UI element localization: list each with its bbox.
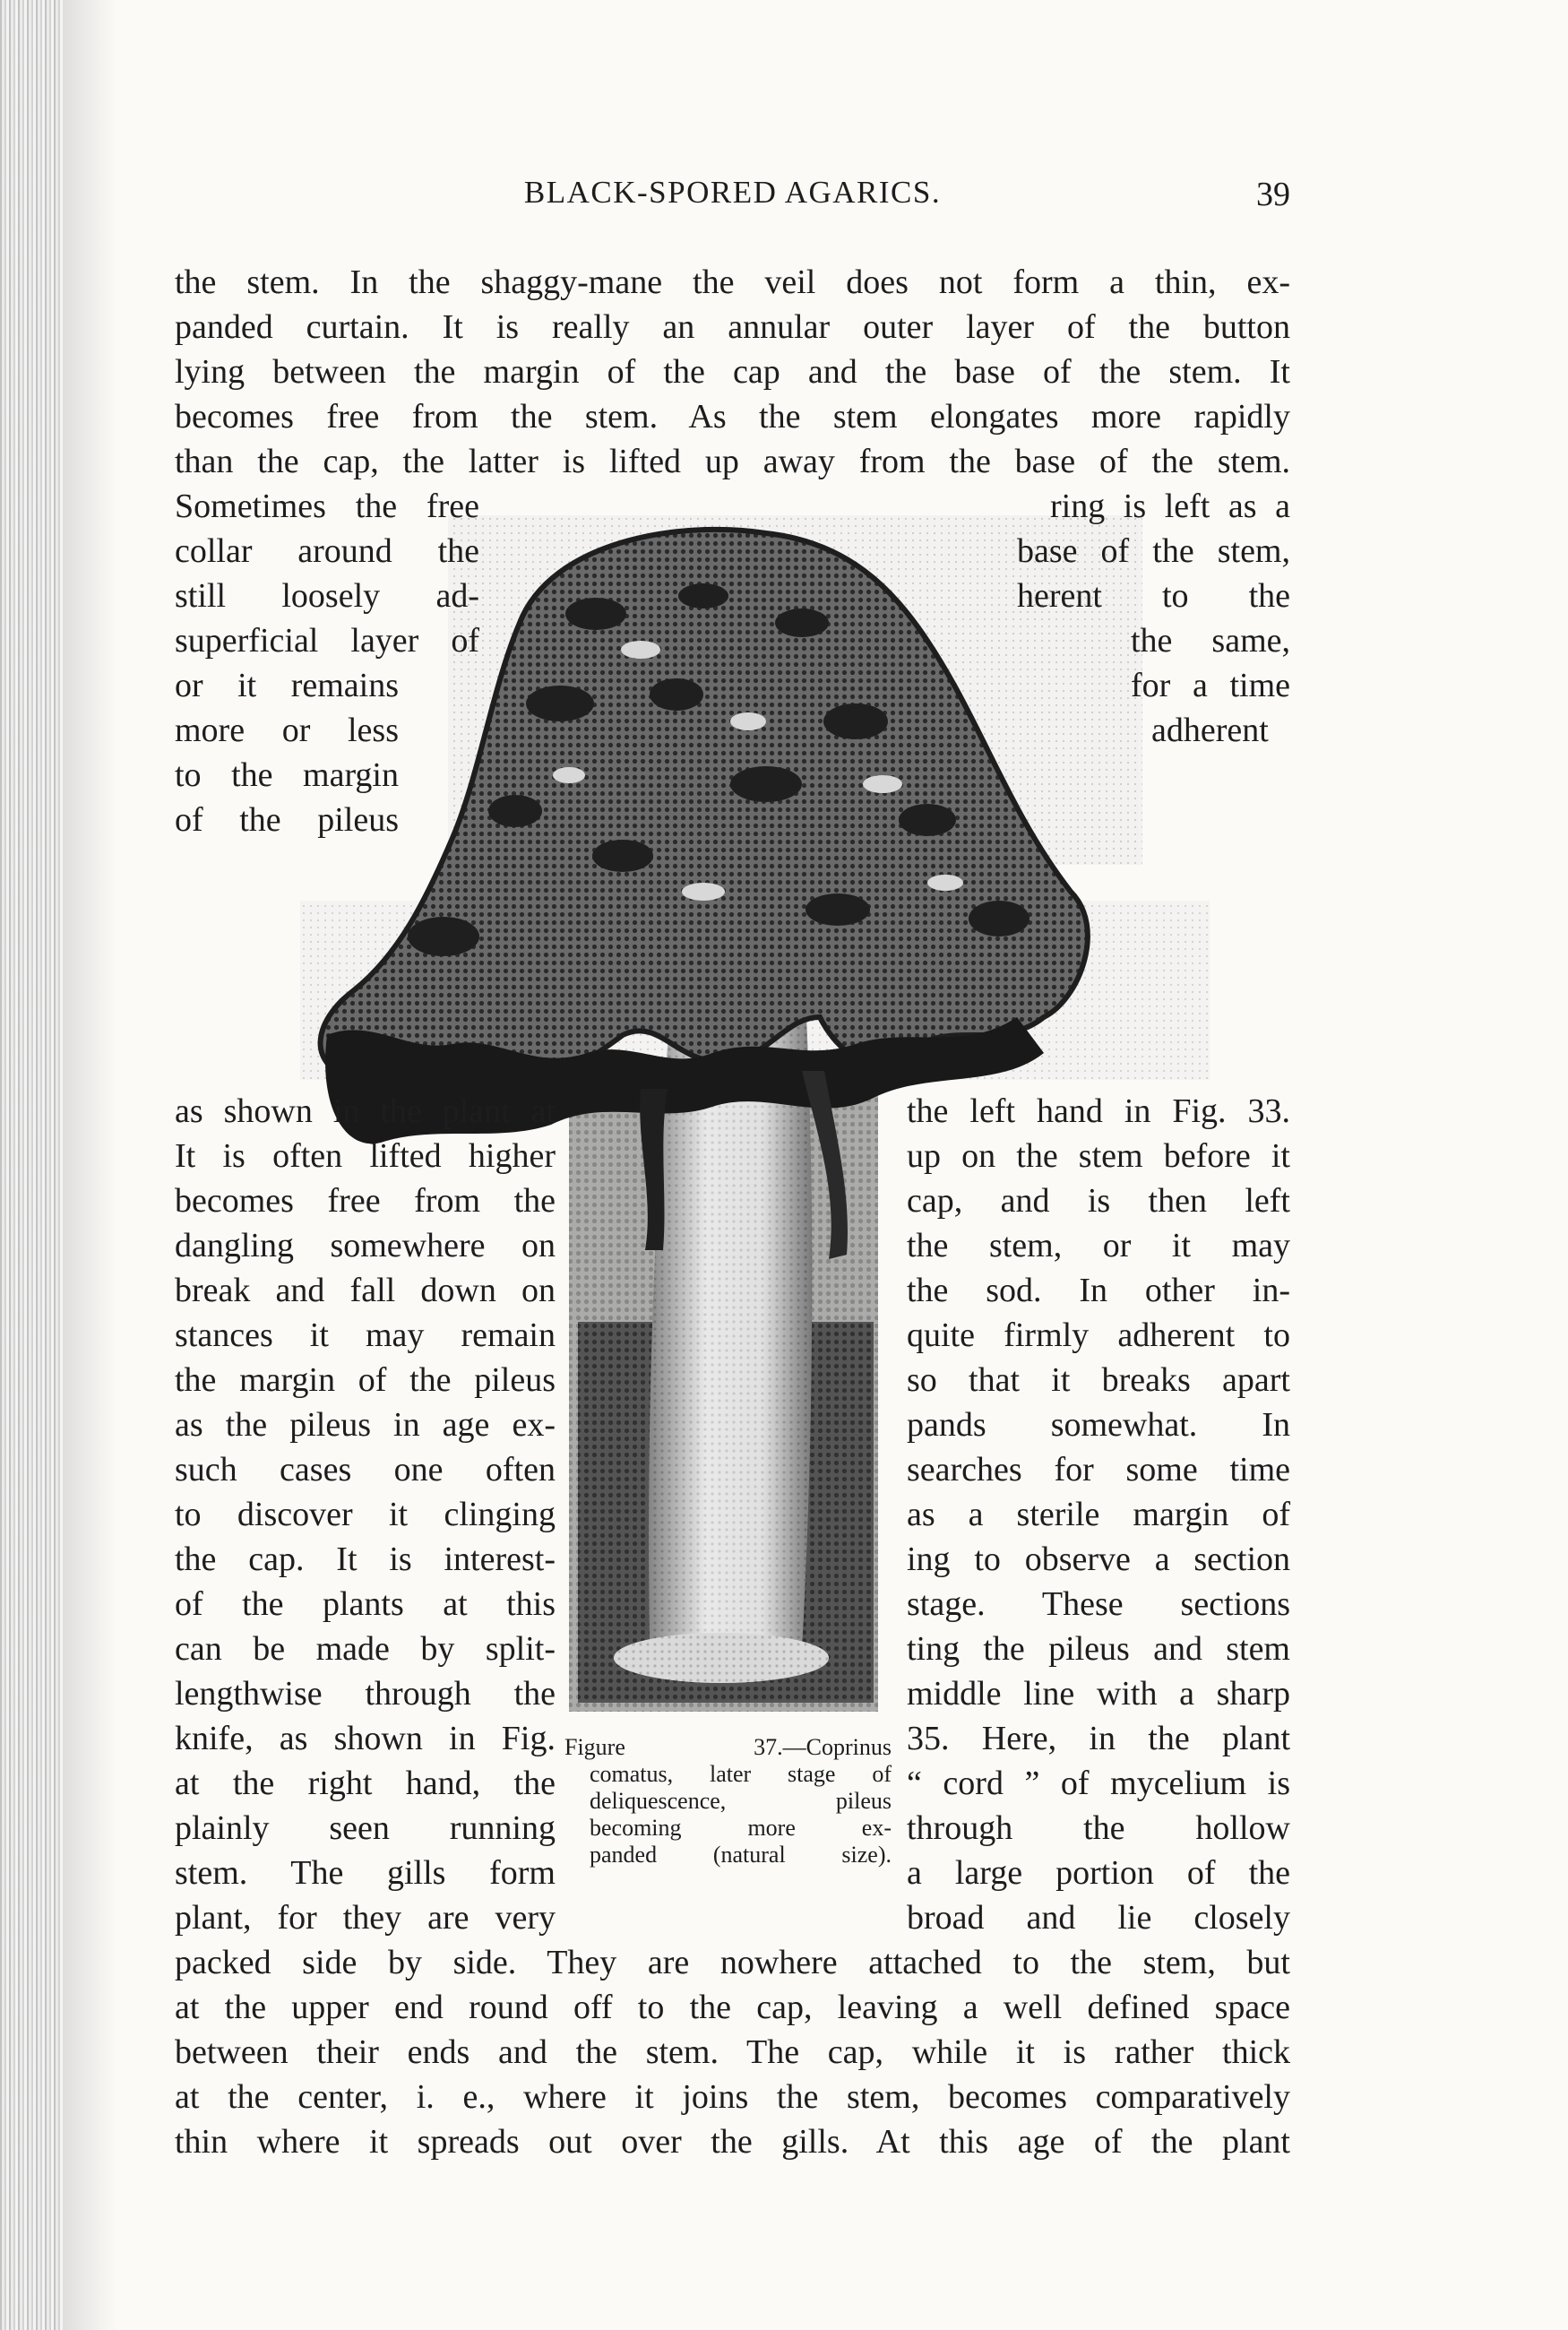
text-line: as a sterile margin of <box>907 1496 1290 1533</box>
text-line: superficial layer of <box>175 622 479 660</box>
figure-caption <box>564 1734 892 1868</box>
text-line: dangling somewhere on <box>175 1227 556 1264</box>
text-line: “ cord ” of mycelium is <box>907 1765 1290 1802</box>
text-line: the margin of the pileus <box>175 1361 556 1399</box>
text-line: broad and lie closely <box>907 1899 1290 1937</box>
text-line: quite firmly adherent to <box>907 1316 1290 1354</box>
text-line: stances it may remain <box>175 1316 556 1354</box>
text-line: becomes free from the stem. As the stem elongates more rapidly <box>175 398 1290 436</box>
text-line: break and fall down on <box>175 1272 556 1309</box>
text-line: at the right hand, the <box>175 1765 556 1802</box>
caption-line: deliquescence, pileus <box>590 1788 892 1814</box>
text-line: Sometimes the free <box>175 488 479 525</box>
text-line: collar around the <box>175 532 479 570</box>
caption-line: Figure 37.—Coprinus <box>564 1734 892 1760</box>
text-line: the stem. In the shaggy-mane the veil does not form a thin, ex- <box>175 263 1290 301</box>
text-line: plant, for they are very <box>175 1899 556 1937</box>
running-head <box>175 175 1290 220</box>
text-line: lengthwise through the <box>175 1675 556 1713</box>
text-line: middle line with a sharp <box>907 1675 1290 1713</box>
text-line: than the cap, the latter is lifted up away from the base of the stem. <box>175 443 1290 480</box>
text-line: It is often lifted higher <box>175 1137 556 1175</box>
text-line: such cases one often <box>175 1451 556 1489</box>
text-line: as the pileus in age ex- <box>175 1406 556 1444</box>
text-line: of the pileus <box>175 801 399 839</box>
text-line: stage. These sections <box>907 1585 1290 1623</box>
text-line: for a time <box>1131 667 1290 704</box>
caption-line: becoming more ex- <box>590 1815 892 1841</box>
text-line: base of the stem, <box>1017 532 1290 570</box>
text-line: ting the pileus and stem <box>907 1630 1290 1668</box>
text-line: the stem, or it may <box>907 1227 1290 1264</box>
text-line: between their ends and the stem. The cap, while it is rather thick <box>175 2033 1290 2071</box>
text-line: ing to observe a section <box>907 1540 1290 1578</box>
text-line: the same, <box>1131 622 1290 660</box>
text-line: of the plants at this <box>175 1585 556 1623</box>
text-line: at the upper end round off to the cap, leaving a well defined space <box>175 1989 1290 2026</box>
text-line: panded curtain. It is really an annular outer layer of the button <box>175 308 1290 346</box>
page-number: 39 <box>1256 176 1290 213</box>
text-line: as shown in the plant at <box>175 1092 556 1130</box>
text-line: to the margin <box>175 756 399 794</box>
text-line: up on the stem before it <box>907 1137 1290 1175</box>
text-line: packed side by side. They are nowhere attached to the stem, but <box>175 1944 1290 1981</box>
text-line: pands somewhat. In <box>907 1406 1290 1444</box>
text-line: thin where it spreads out over the gills. At this age of the plant <box>175 2123 1290 2161</box>
text-line: to discover it clinging <box>175 1496 556 1533</box>
text-line: cap, and is then left <box>907 1182 1290 1220</box>
text-line: a large portion of the <box>907 1854 1290 1892</box>
text-line: herent to the <box>1017 577 1290 615</box>
caption-line: panded (natural size). <box>590 1842 892 1868</box>
text-line: through the hollow <box>907 1809 1290 1847</box>
page-edge-shadow <box>0 0 63 2330</box>
text-line: the sod. In other in- <box>907 1272 1290 1309</box>
text-line: knife, as shown in Fig. <box>175 1720 556 1757</box>
text-line: more or less <box>175 712 399 749</box>
text-line: plainly seen running <box>175 1809 556 1847</box>
text-line: or it remains <box>175 667 399 704</box>
caption-line: comatus, later stage of <box>590 1761 892 1787</box>
text-line: searches for some time <box>907 1451 1290 1489</box>
text-line: stem. The gills form <box>175 1854 556 1892</box>
text-line: the left hand in Fig. 33. <box>907 1092 1290 1130</box>
text-line: becomes free from the <box>175 1182 556 1220</box>
text-line: ring is left as a <box>1050 488 1290 525</box>
text-line: lying between the margin of the cap and the base of the stem. It <box>175 353 1290 391</box>
page-edge-fade <box>63 0 116 2330</box>
text-line: 35. Here, in the plant <box>907 1720 1290 1757</box>
text-line: the cap. It is interest- <box>175 1540 556 1578</box>
page-header-title: BLACK-SPORED AGARICS. <box>523 175 942 210</box>
text-line: still loosely ad- <box>175 577 479 615</box>
text-line: can be made by split- <box>175 1630 556 1668</box>
text-line: at the center, i. e., where it joins the stem, becomes comparatively <box>175 2078 1290 2116</box>
text-line: adherent <box>1151 712 1269 749</box>
text-line: so that it breaks apart <box>907 1361 1290 1399</box>
